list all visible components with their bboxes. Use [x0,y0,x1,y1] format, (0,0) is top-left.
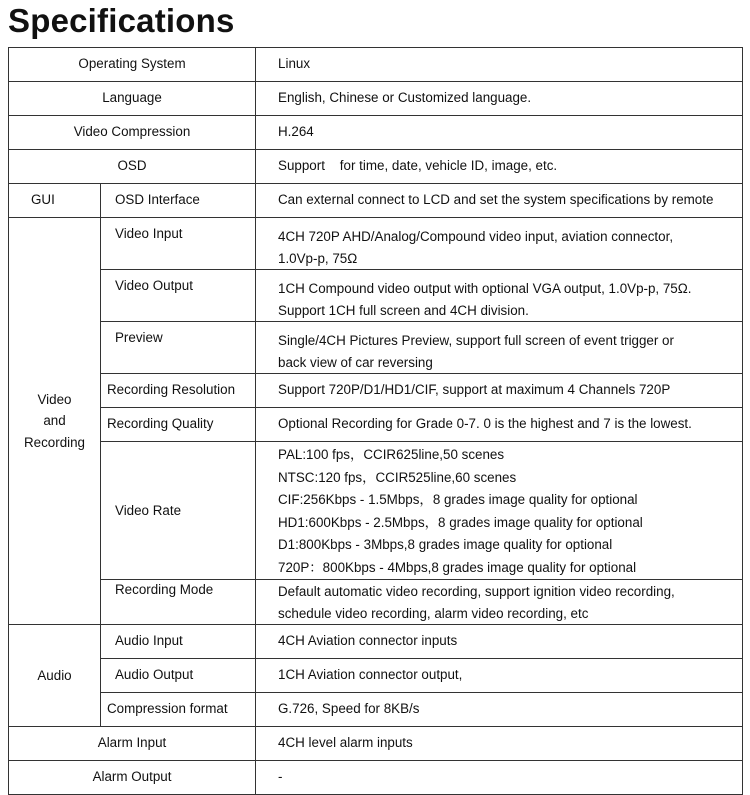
spec-value-video-compression: H.264 [256,116,743,150]
spec-label-alarm-input: Alarm Input [9,727,256,761]
spec-label-audio-output: Audio Output [101,659,256,693]
spec-value-alarm-output: - [256,761,743,795]
value-line: 4CH 720P AHD/Analog/Compound video input, aviation connector, [278,229,674,244]
value-line: Default automatic video recording, support ignition video recording, [278,584,675,599]
value-line: schedule video recording, alarm video recording, etc [278,605,589,621]
table-row [9,693,743,727]
spec-value-audio-input: 4CH Aviation connector inputs [256,625,743,659]
table-row [9,442,743,580]
table-row [9,322,743,374]
spec-label-osd-interface: OSD Interface [101,184,256,218]
table-row [9,580,743,625]
spec-label-video-output: Video Output [101,270,256,322]
spec-label-recording-quality: Recording Quality [101,408,256,442]
value-line: back view of car reversing [278,354,433,370]
table-row [9,184,743,218]
table-row [9,48,743,82]
table-row [9,374,743,408]
spec-label-language: Language [9,82,256,116]
value-line: CIF:256Kbps - 1.5Mbps，8 grades image quality for optional [278,492,638,507]
category-line: and [43,413,66,429]
spec-value-os: Linux [256,48,743,82]
table-row [9,218,743,270]
value-line: Support 1CH full screen and 4CH division. [278,302,529,318]
spec-value-audio-output: 1CH Aviation connector output, [256,659,743,693]
category-line: Recording [23,434,86,450]
spec-value-recording-quality: Optional Recording for Grade 0-7. 0 is the highest and 7 is the lowest. [256,408,743,442]
spec-label-osd: OSD [9,150,256,184]
spec-value-recording-mode [256,580,743,625]
spec-value-osd-interface: Can external connect to LCD and set the system specifications by remote [256,184,743,218]
value-line: 720P：800Kbps - 4Mbps,8 grades image quality for optional [278,559,637,575]
value-line: PAL:100 fps，CCIR625line,50 scenes [278,447,505,462]
spec-category-gui: GUI [9,184,101,218]
spec-label-audio-input: Audio Input [101,625,256,659]
spec-label-video-compression: Video Compression [9,116,256,150]
spec-value-preview [256,322,743,374]
spec-value-video-rate [256,442,743,580]
table-row [9,82,743,116]
spec-label-recording-mode: Recording Mode [101,580,256,625]
spec-label-video-input: Video Input [101,218,256,270]
table-row [9,625,743,659]
value-line: 1CH Compound video output with optional VGA output, 1.0Vp-p, 75Ω. [278,281,692,296]
value-line: HD1:600Kbps - 2.5Mbps，8 grades image quality for optional [278,514,643,530]
value-line: Single/4CH Pictures Preview, support full screen of event trigger or [278,333,674,348]
specifications-table [8,47,743,795]
table-row [9,761,743,795]
table-row [9,150,743,184]
spec-value-compression-format: G.726, Speed for 8KB/s [256,693,743,727]
spec-label-os: Operating System [9,48,256,82]
table-row [9,116,743,150]
table-row [9,727,743,761]
page-title: Specifications [8,2,235,39]
table-row [9,270,743,322]
spec-label-preview: Preview [101,322,256,374]
category-line: Video [37,391,72,407]
spec-value-osd: Support for time, date, vehicle ID, image, etc. [256,150,743,184]
spec-value-recording-resolution: Support 720P/D1/HD1/CIF, support at maximum 4 Channels 720P [256,374,743,408]
spec-label-compression-format: Compression format [101,693,256,727]
spec-label-video-rate: Video Rate [101,442,256,580]
table-row [9,659,743,693]
spec-category-video-recording [9,218,101,625]
value-line: NTSC:120 fps，CCIR525line,60 scenes [278,469,517,485]
spec-value-language: English, Chinese or Customized language. [256,82,743,116]
table-row [9,408,743,442]
spec-value-video-input [256,218,743,270]
value-line: 1.0Vp-p, 75Ω [278,250,358,266]
spec-category-audio: Audio [9,625,101,727]
value-line: D1:800Kbps - 3Mbps,8 grades image quality for optional [278,537,613,552]
spec-value-video-output [256,270,743,322]
spec-value-alarm-input: 4CH level alarm inputs [256,727,743,761]
spec-label-recording-resolution: Recording Resolution [101,374,256,408]
spec-label-alarm-output: Alarm Output [9,761,256,795]
